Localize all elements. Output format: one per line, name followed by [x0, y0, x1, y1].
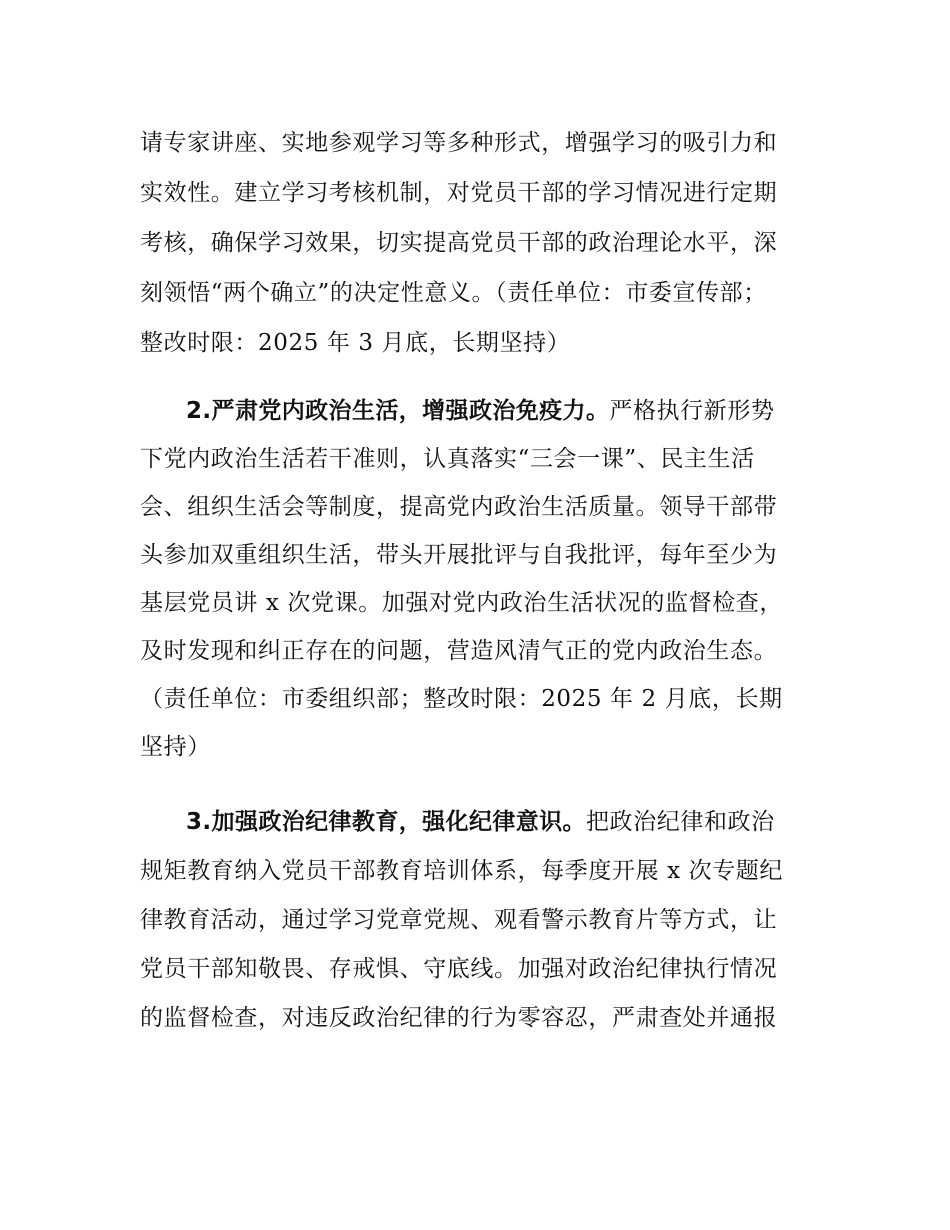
paragraph-2-line-7: （责任单位：市委组织部；整改时限：2025 年 2 月底，长期 [140, 686, 783, 712]
paragraph-2-first-line [186, 396, 775, 426]
paragraph-2-line-2: 下党内政治生活若干准则，认真落实“三会一课”、民主生活 [140, 446, 755, 472]
paragraph-3-line-4: 党员干部知敬畏、存戒惧、守底线。加强对政治纪律执行情况 [140, 956, 778, 982]
paragraph-2-first-line-text: 严格执行新形势 [609, 398, 775, 424]
paragraph-3-line-5: 的监督检查，对违反政治纪律的行为零容忍，严肃查处并通报 [140, 1005, 778, 1031]
paragraph-3-line-2: 规矩教育纳入党员干部教育培训体系，每季度开展 x 次专题纪 [140, 858, 783, 884]
paragraph-2-line-3: 会、组织生活会等制度，提高党内政治生活质量。领导干部带 [140, 494, 778, 520]
paragraph-2-line-6: 及时发现和纠正存在的问题，营造风清气正的党内政治生态。 [140, 638, 778, 664]
paragraph-1-line-1: 请专家讲座、实地参观学习等多种形式，增强学习的吸引力和 [140, 130, 778, 156]
paragraph-1-line-3: 考核，确保学习效果，切实提高党员干部的政治理论水平，深 [140, 230, 778, 256]
paragraph-2-line-4: 头参加双重组织生活，带头开展批评与自我批评，每年至少为 [140, 542, 778, 568]
paragraph-1-line-5: 整改时限：2025 年 3 月底，长期坚持） [140, 330, 571, 356]
paragraph-3-first-line-text: 把政治纪律和政治 [585, 809, 775, 835]
paragraph-1-line-2: 实效性。建立学习考核机制，对党员干部的学习情况进行定期 [140, 180, 778, 206]
paragraph-2-line-8: 坚持） [140, 734, 211, 760]
paragraph-3-heading: 3.加强政治纪律教育，强化纪律意识。 [186, 809, 586, 835]
paragraph-3-line-3: 律教育活动，通过学习党章党规、观看警示教育片等方式，让 [140, 907, 778, 933]
paragraph-1-line-4: 刻领悟“两个确立”的决定性意义。（责任单位：市委宣传部； [140, 280, 767, 306]
paragraph-2-line-5: 基层党员讲 x 次党课。加强对党内政治生活状况的监督检查， [140, 590, 783, 616]
paragraph-2-heading: 2.严肃党内政治生活，增强政治免疫力。 [186, 398, 610, 424]
paragraph-3-first-line [186, 807, 775, 837]
